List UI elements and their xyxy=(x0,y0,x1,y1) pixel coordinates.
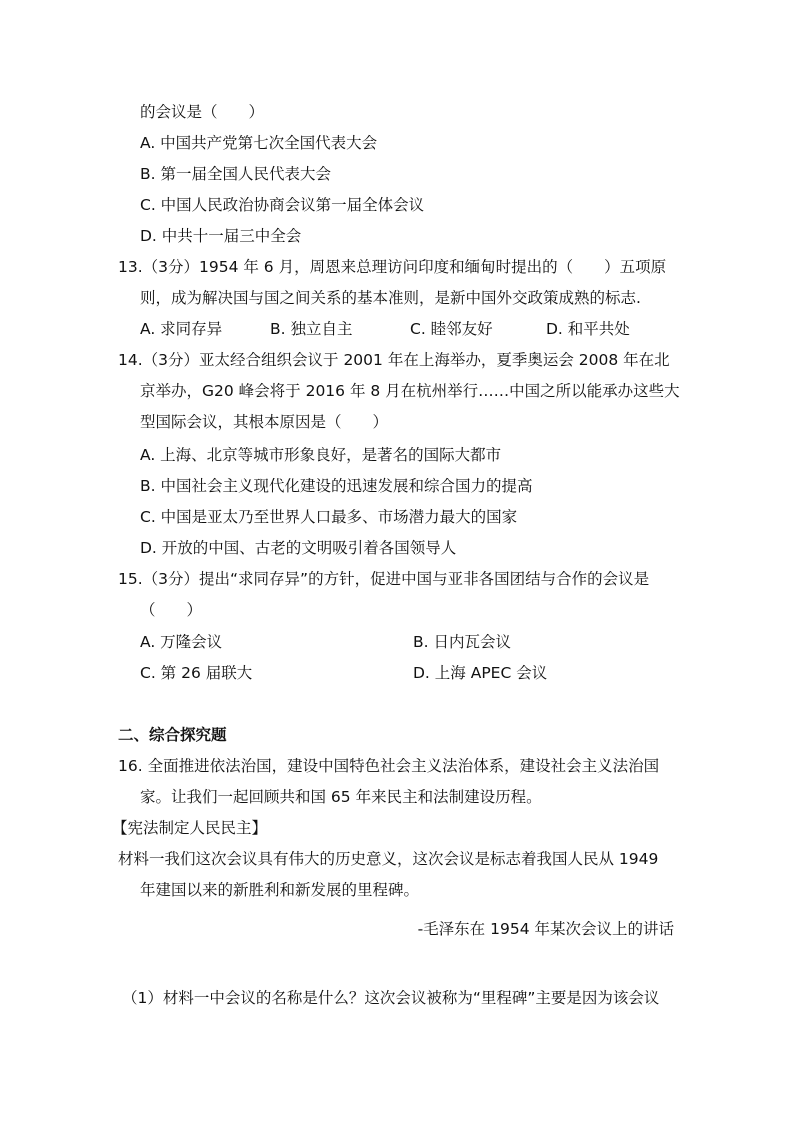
q13-option-b: B. 独立自主 xyxy=(270,320,353,338)
q12-option-c: C. 中国人民政治协商会议第一届全体会议 xyxy=(140,196,425,214)
q16-material-line2: 年建国以来的新胜利和新发展的里程碑。 xyxy=(140,881,420,899)
q13-stem-line2: 则，成为解决国与国之间关系的基本准则，是新中国外交政策成熟的标志. xyxy=(140,289,641,307)
q15-option-c: C. 第 26 届联大 xyxy=(140,664,253,682)
q14-option-a: A. 上海、北京等城市形象良好，是著名的国际大都市 xyxy=(140,446,502,464)
q13-option-a: A. 求同存异 xyxy=(140,320,223,338)
q15-stem-line2: （ ） xyxy=(140,601,203,619)
q12-option-d: D. 中共十一届三中全会 xyxy=(140,227,302,245)
q14-option-b: B. 中国社会主义现代化建设的迅速发展和综合国力的提高 xyxy=(140,477,533,495)
q16-subheading: 【宪法制定人民民主】 xyxy=(112,819,268,837)
q15-option-a: A. 万隆会议 xyxy=(140,633,223,651)
q15-stem-line1: 15.（3分）提出“求同存异”的方针，促进中国与亚非各国团结与合作的会议是 xyxy=(118,570,650,588)
q13-options xyxy=(140,319,630,339)
q16-material-source: -毛泽东在 1954 年某次会议上的讲话 xyxy=(417,920,674,938)
q13-option-c: C. 睦邻友好 xyxy=(410,320,493,338)
q14-stem-line2: 京举办，G20 峰会将于 2016 年 8 月在杭州举行……中国之所以能承办这些大 xyxy=(140,382,680,400)
q14-option-d: D. 开放的中国、古老的文明吸引着各国领导人 xyxy=(140,539,457,557)
q12-option-b: B. 第一届全国人民代表大会 xyxy=(140,165,331,183)
q13-option-d: D. 和平共处 xyxy=(546,320,630,338)
q14-stem-line3: 型国际会议，其根本原因是（ ） xyxy=(140,413,389,431)
q14-option-c: C. 中国是亚太乃至世界人口最多、市场潜力最大的国家 xyxy=(140,508,518,526)
q12-option-a: A. 中国共产党第七次全国代表大会 xyxy=(140,134,378,152)
q16-material-line1: 材料一我们这次会议具有伟大的历史意义，这次会议是标志着我国人民从 1949 xyxy=(118,850,659,868)
q13-stem-line1: 13.（3分）1954 年 6 月，周恩来总理访问印度和缅甸时提出的（ ）五项原 xyxy=(118,258,667,276)
q15-option-d: D. 上海 APEC 会议 xyxy=(413,664,548,682)
section-heading: 二、综合探究题 xyxy=(118,726,227,744)
q12-stem-tail: 的会议是（ ） xyxy=(140,103,265,121)
q16-stem-line1: 16. 全面推进依法治国，建设中国特色社会主义法治体系，建设社会主义法治国 xyxy=(118,757,660,775)
q16-subquestion-1: （1）材料一中会议的名称是什么？这次会议被称为“里程碑”主要是因为该会议 xyxy=(122,989,660,1007)
q14-stem-line1: 14.（3分）亚太经合组织会议于 2001 年在上海举办，夏季奥运会 2008 年在北 xyxy=(118,351,670,369)
q16-stem-line2: 家。让我们一起回顾共和国 65 年来民主和法制建设历程。 xyxy=(140,788,542,806)
q15-option-b: B. 日内瓦会议 xyxy=(413,633,511,651)
